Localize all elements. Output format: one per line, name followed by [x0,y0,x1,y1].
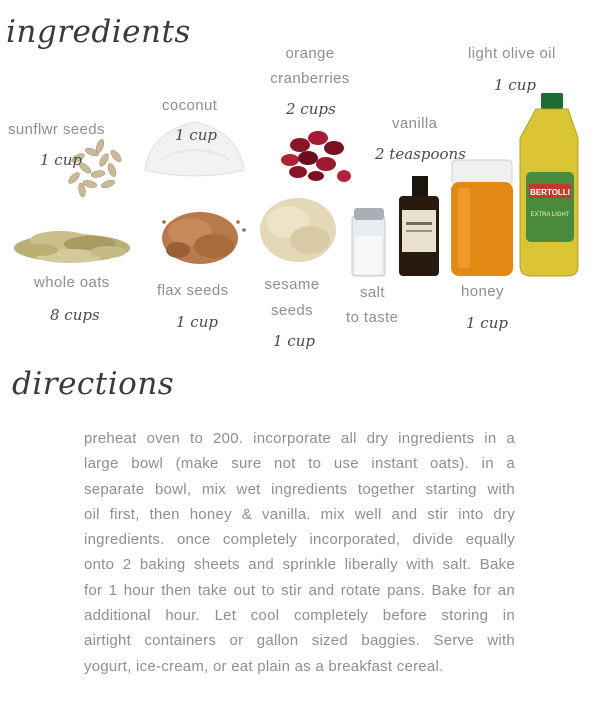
ingredient-qty-flax: 1 cup [176,313,218,331]
directions-heading: directions [12,366,175,402]
ingredient-name-flax: flax seeds [157,282,229,299]
ingredient-name-sunflower: sunflwr seeds [8,121,105,138]
directions-line: separate bowl, mix wet ingredients together starting with [84,480,515,498]
ingredient-name-salt: salt [360,284,385,301]
ingredient-qty-cranberries: 2 cups [286,100,336,118]
ingredient-name-sesame-line1: sesame [264,276,320,293]
ingredient-qty-coconut: 1 cup [175,126,217,144]
bottle-sub-label: EXTRA LIGHT [530,212,570,218]
olive-oil-bottle-image [520,93,578,276]
directions-line: additional hour. Let cool completely before storing in [84,607,515,625]
directions-line: oil first, then honey & vanilla. mix well and stir into dry [84,505,515,523]
ingredients-heading: ingredients [6,14,191,50]
directions-line: yogurt, ice-cream, or eat plain as a breakfast cereal. [84,657,444,675]
directions-line: large bowl (make sure not to use instant oats). in a [84,455,515,473]
sesame-seeds-image [260,198,336,262]
ingredient-name-cranberries-line1: orange [285,45,335,62]
cranberries-image [281,131,351,182]
bottle-brand-label: BERTOLLI [530,188,570,197]
directions-line: ingredients. once completely incorporated, divide equally [84,531,515,549]
ingredient-name-coconut: coconut [162,97,218,114]
ingredient-name-sesame-line2: seeds [270,302,314,319]
directions-line: onto 2 baking sheets and sprinkle liberally with salt. Bake [84,556,515,574]
vanilla-bottle-image [399,176,439,276]
ingredient-qty-salt: to taste [346,309,399,326]
ingredient-name-olive-oil: light olive oil [468,45,556,62]
flax-seeds-image [162,212,246,264]
ingredient-name-vanilla: vanilla [392,115,438,132]
ingredient-qty-olive-oil: 1 cup [494,76,536,94]
ingredient-qty-sunflower: 1 cup [40,151,82,169]
ingredient-qty-sesame: 1 cup [273,332,315,350]
directions-line: preheat oven to 200. incorporate all dry ingredients in a [84,430,515,447]
ingredient-qty-vanilla: 2 teaspoons [375,145,466,163]
ingredient-name-oats: whole oats [34,274,110,291]
ingredient-qty-honey: 1 cup [466,314,508,332]
directions-line: for 1 hour then take out to stir and rotate pans. Bake for an [84,581,515,599]
salt-shaker-image [352,208,385,276]
whole-oats-image [14,231,130,263]
ingredient-qty-oats: 8 cups [50,306,100,324]
ingredient-name-cranberries-line2: cranberries [270,70,350,87]
honey-jar-image [451,160,513,276]
directions-paragraph [84,426,515,679]
ingredient-name-honey: honey [461,283,504,300]
directions-line: airtight containers or gallon sized baggies. Serve with [84,632,515,650]
